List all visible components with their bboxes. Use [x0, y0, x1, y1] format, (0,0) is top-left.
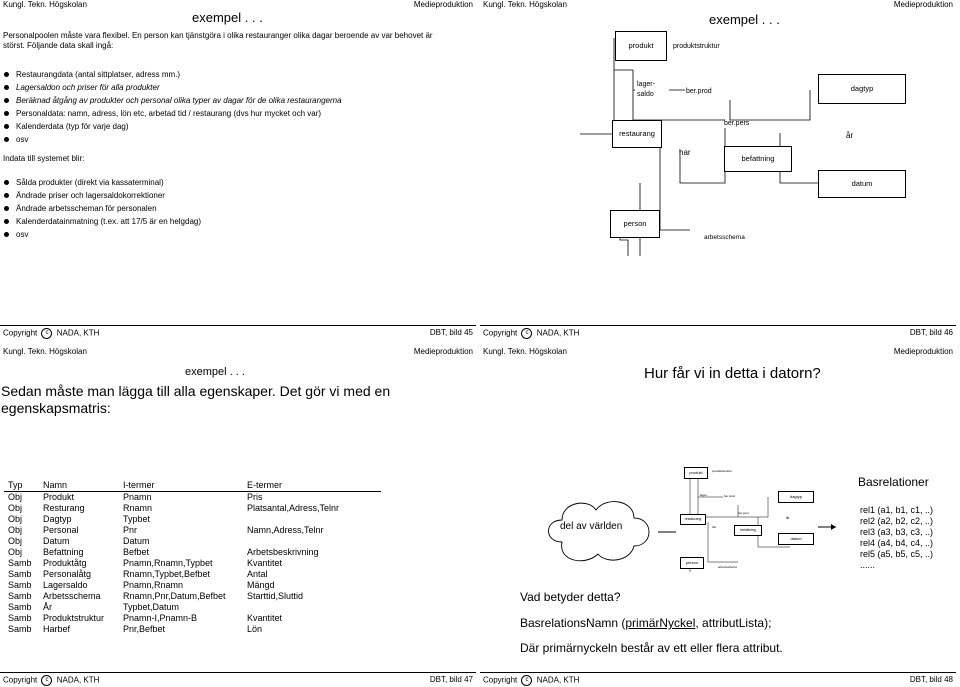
table-row — [4, 580, 381, 591]
table-row — [4, 602, 381, 613]
mini-label-lagersaldo: lager- — [700, 493, 708, 497]
list-item: Ändrade priser och lagersaldokorrektioner — [2, 189, 472, 202]
table-cell: Pnamn,Rnamn,Typbet — [123, 558, 213, 568]
list-item: Ändrade arbetsscheman för personalen — [2, 202, 472, 215]
label-berpers: ber.pers — [724, 120, 750, 127]
mini-entity-person: person — [680, 557, 704, 569]
table-cell: Samb — [8, 613, 32, 623]
table-cell: Pnamn-I,Pnamn-B — [123, 613, 198, 623]
table-cell — [243, 602, 381, 613]
table-cell: Arbetsbeskrivning — [247, 547, 319, 557]
label-ar: år — [846, 131, 854, 140]
entity-produkt: produkt — [615, 31, 667, 61]
table-row — [4, 591, 381, 602]
holder-label: NADA, KTH — [56, 675, 100, 685]
table-cell: År — [43, 602, 52, 612]
entity-datum: datum — [818, 170, 906, 198]
dept-label: Medieproduktion — [893, 347, 953, 356]
table-cell: Personalåtg — [43, 569, 92, 579]
list-item: Kalenderdata (typ för varje dag) — [2, 120, 472, 133]
slide-47 — [0, 347, 476, 687]
slide-footer — [0, 672, 476, 687]
slide-number: DBT, bild 46 — [909, 328, 953, 337]
table-row — [4, 558, 381, 569]
label-har: har — [679, 148, 691, 157]
list-item: Personaldata: namn, adress, lön etc, arbetad tid / restaurang (dvs hur mycket och var) — [2, 107, 472, 120]
copyright-icon: c — [521, 675, 532, 686]
table-cell: Befattning — [43, 547, 84, 557]
lagersaldo-line2: saldo — [637, 91, 654, 98]
table-row — [4, 514, 381, 525]
dept-label: Medieproduktion — [413, 0, 473, 9]
table-cell: Resturang — [43, 503, 85, 513]
mini-entity-dagtyp: dagtyp — [778, 491, 814, 503]
table-cell: Pnamn — [123, 492, 152, 502]
table-cell: Datum — [123, 536, 150, 546]
table-cell: Obj — [8, 547, 23, 557]
table-cell: Typbet — [123, 514, 151, 524]
rel-lagersaldo — [635, 78, 669, 103]
intro-text: Personalpoolen måste vara flexibel. En person kan tjänstgöra i olika restauranger olika dagar beroende av var behovet är störst. Följande data skall ingå: — [3, 31, 433, 50]
holder-label: NADA, KTH — [536, 328, 580, 338]
table-row — [4, 503, 381, 514]
copyright-label: Copyright — [483, 675, 518, 685]
input-list — [2, 176, 472, 241]
mini-entity-befattning: befattning — [734, 525, 762, 536]
mini-label-produktstruktur: produktstruktur — [712, 469, 733, 473]
col-header: I-termer — [119, 480, 243, 492]
def-rest: , attributLista); — [695, 616, 772, 630]
mini-entity-produkt: produkt — [684, 467, 708, 479]
copyright-icon: c — [521, 328, 532, 339]
org-label: Kungl. Tekn. Högskolan — [483, 0, 567, 9]
slide-number: DBT, bild 47 — [429, 675, 473, 684]
table-cell: Antal — [247, 569, 268, 579]
copyright — [483, 328, 579, 339]
label-arbetsschema: arbetsschema — [704, 234, 745, 241]
baserel-title: Basrelationer — [858, 475, 929, 489]
table-cell: Obj — [8, 503, 23, 513]
copyright — [3, 328, 99, 339]
entity-restaurang: restaurang — [612, 120, 662, 148]
slide-footer — [480, 325, 956, 340]
table-cell: Obj — [8, 525, 23, 535]
table-cell: Namn,Adress,Telnr — [247, 525, 324, 535]
dept-label: Medieproduktion — [893, 0, 953, 9]
list-item: Beräknad åtgång av produkter och personal olika typer av dagar för de olika restaurangerna — [2, 94, 472, 107]
table-cell: Rnamn,Typbet,Befbet — [123, 569, 211, 579]
table-cell: Produktstruktur — [43, 613, 105, 623]
table-cell: Samb — [8, 624, 32, 634]
copyright-icon: c — [41, 328, 52, 339]
slide-header — [0, 347, 476, 359]
table-cell: Harbef — [43, 624, 71, 634]
list-item: Kalenderdatainmatning (t.ex. att 17/5 är en helgdag) — [2, 215, 472, 228]
table-row — [4, 492, 381, 504]
copyright-label: Copyright — [3, 675, 38, 685]
mini-label-arbetsschema: arbetsschema — [718, 565, 737, 569]
table-row — [4, 624, 381, 635]
entity-person: person — [610, 210, 660, 238]
table-cell: Lagersaldo — [43, 580, 88, 590]
relation-item: rel2 (a2, b2, c2, ..) — [860, 516, 934, 526]
data-list — [2, 68, 472, 146]
slide-footer — [480, 672, 956, 687]
table-cell: Pnr — [123, 525, 138, 535]
table-cell: Obj — [8, 492, 23, 502]
lagersaldo-line1: lager- — [637, 81, 655, 88]
list-item: Restaurangdata (antal sittplatser, adress mm.) — [2, 68, 472, 81]
table-cell: Kvantitet — [247, 558, 283, 568]
table-cell: Personal — [43, 525, 79, 535]
table-cell: Samb — [8, 602, 32, 612]
table-row — [4, 536, 381, 547]
table-cell: Mängd — [247, 580, 275, 590]
table-cell: Pnamn,Rnamn — [123, 580, 184, 590]
table-cell: Samb — [8, 558, 32, 568]
table-cell: Starttid,Sluttid — [247, 591, 304, 601]
relation-item: rel1 (a1, b1, c1, ..) — [860, 505, 934, 515]
copyright — [483, 675, 579, 686]
copyright — [3, 675, 99, 686]
copyright-label: Copyright — [483, 328, 518, 338]
def-name: BasrelationsNamn ( — [520, 616, 626, 630]
table-cell: Rnamn,Pnr,Datum,Befbet — [123, 591, 226, 601]
table-cell: Samb — [8, 569, 32, 579]
table-cell: Datum — [43, 536, 70, 546]
slide-48 — [480, 347, 956, 687]
world-label: del av världen — [560, 521, 623, 532]
holder-label: NADA, KTH — [56, 328, 100, 338]
slide-number: DBT, bild 48 — [909, 675, 953, 684]
mini-label-berpers: ber.pers — [738, 511, 749, 515]
explain-text: Där primärnyckeln består av ett eller flera attribut. — [520, 641, 783, 655]
table-cell: Lön — [247, 624, 263, 634]
mini-label-ar: år — [786, 515, 790, 520]
table-header-row — [4, 480, 381, 492]
org-label: Kungl. Tekn. Högskolan — [3, 0, 87, 9]
relation-item: rel4 (a4, b4, c4, ..) — [860, 538, 934, 548]
slide-title: exempel . . . — [192, 10, 263, 25]
definition — [520, 616, 771, 630]
mini-label-berprod: ber.prod — [724, 494, 736, 498]
question-text: Vad betyder detta? — [520, 590, 621, 604]
table-row — [4, 525, 381, 536]
relation-list — [860, 505, 933, 571]
table-cell: Platsantal,Adress,Telnr — [247, 503, 340, 513]
slide-footer — [0, 325, 476, 340]
table-row — [4, 547, 381, 558]
table-cell: Pris — [247, 492, 263, 502]
table-cell: Kvantitet — [247, 613, 283, 623]
entity-befattning: befattning — [724, 146, 792, 172]
copyright-icon: c — [41, 675, 52, 686]
table-cell: Typbet,Datum — [123, 602, 180, 612]
copyright-label: Copyright — [3, 328, 38, 338]
table-cell: Rnamn — [123, 503, 153, 513]
org-label: Kungl. Tekn. Högskolan — [483, 347, 567, 356]
table-row — [4, 569, 381, 580]
mini-entity-datum: datum — [778, 533, 814, 545]
relation-item: rel3 (a3, b3, c3, ..) — [860, 527, 934, 537]
mini-entity-restaurang: restaurang — [680, 514, 706, 525]
table-cell: Obj — [8, 514, 23, 524]
subheading: Indata till systemet blir: — [3, 154, 85, 163]
table-cell: Produkt — [43, 492, 75, 502]
table-cell — [243, 536, 381, 547]
slide-46 — [480, 0, 956, 340]
table-cell: Arbetsschema — [43, 591, 101, 601]
matrix-heading: Sedan måste man lägga till alla egenskaper. Det gör vi med en egenskapsmatris: — [1, 383, 391, 416]
label-berprod: ber.prod — [686, 88, 712, 95]
holder-label: NADA, KTH — [536, 675, 580, 685]
entity-dagtyp: dagtyp — [818, 74, 906, 104]
col-header: E-termer — [243, 480, 381, 492]
org-label: Kungl. Tekn. Högskolan — [3, 347, 87, 356]
table-cell: Befbet — [123, 547, 150, 557]
table-row — [4, 613, 381, 624]
er-diagram-mini — [678, 467, 818, 577]
er-diagram — [480, 0, 956, 280]
dept-label: Medieproduktion — [413, 347, 473, 356]
slide-title: exempel . . . — [709, 12, 780, 27]
label-produktstruktur: produktstruktur — [673, 43, 720, 50]
property-matrix — [4, 480, 381, 635]
table-cell: Dagtyp — [43, 514, 72, 524]
slide-number: DBT, bild 45 — [429, 328, 473, 337]
relation-item: rel5 (a5, b5, c5, ..) — [860, 549, 934, 559]
slide-title: Hur får vi in detta i datorn? — [644, 365, 821, 382]
list-item: Lagersaldon och priser för alla produkter — [2, 81, 472, 94]
list-item: osv — [2, 133, 472, 146]
relation-item: ...... — [860, 560, 876, 570]
table-cell: Pnr,Befbet — [123, 624, 166, 634]
def-primary-key: primärNyckel — [625, 616, 696, 630]
slide-title: exempel . . . — [185, 366, 245, 378]
col-header: Namn — [39, 480, 119, 492]
col-header: Typ — [4, 480, 39, 492]
slide-45 — [0, 0, 476, 340]
mini-label-har: har — [712, 525, 717, 529]
table-cell: Produktåtg — [43, 558, 87, 568]
matrix-body — [4, 492, 381, 636]
list-item: Sålda produkter (direkt via kassaterminal) — [2, 176, 472, 189]
table-cell: Samb — [8, 591, 32, 601]
table-cell: Obj — [8, 536, 23, 546]
table-cell: Samb — [8, 580, 32, 590]
list-item: osv — [2, 228, 472, 241]
table-cell — [243, 514, 381, 525]
